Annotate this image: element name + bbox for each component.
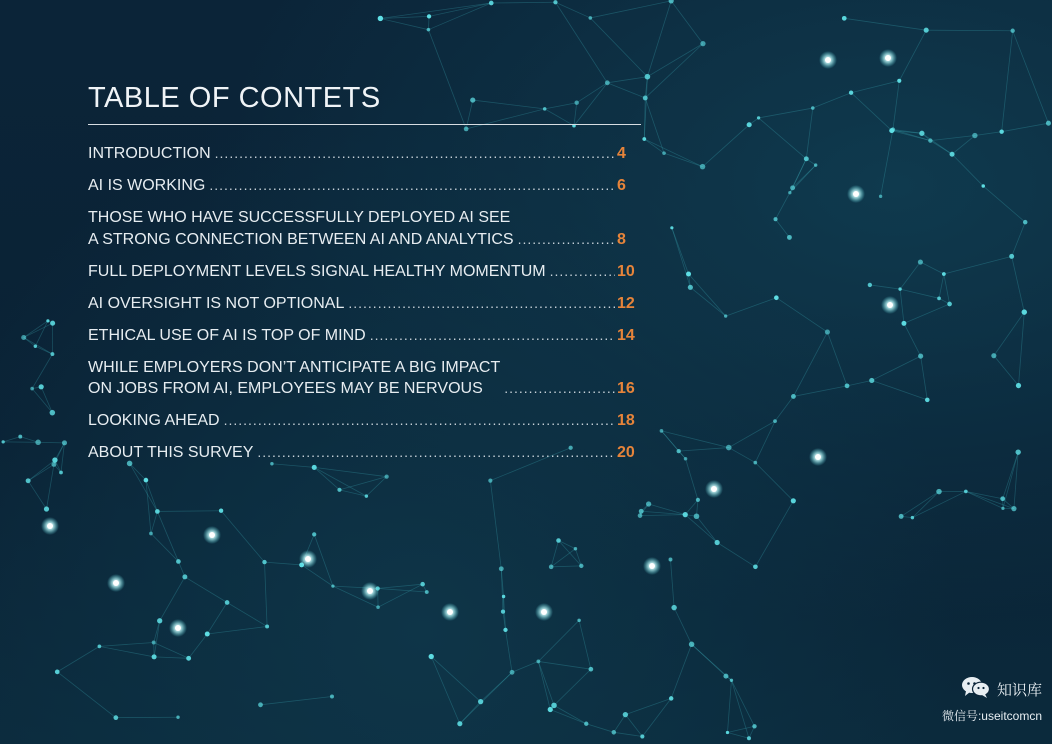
- watermark: [942, 675, 1042, 724]
- toc-entry[interactable]: [88, 261, 641, 283]
- dot-leader: [550, 261, 615, 283]
- toc-entry-line: ON JOBS FROM AI, EMPLOYEES MAY BE NERVOUS: [88, 380, 483, 397]
- dot-leader: [348, 293, 615, 315]
- toc-entry[interactable]: [88, 410, 641, 432]
- dot-leader: [370, 325, 615, 347]
- toc-entry[interactable]: [88, 175, 641, 197]
- toc-page-number: 10: [617, 262, 635, 280]
- toc-entry[interactable]: [88, 143, 641, 165]
- toc-entry-title: [88, 357, 500, 400]
- toc-entry-title: [88, 410, 220, 432]
- toc-entry-title: [88, 175, 205, 197]
- dot-leader: [209, 175, 615, 197]
- toc-entry-title: [88, 207, 514, 250]
- toc-entry-line: AI OVERSIGHT IS NOT OPTIONAL: [88, 294, 345, 312]
- toc-entry[interactable]: [88, 293, 641, 315]
- toc-entry[interactable]: [88, 442, 641, 464]
- toc-entry[interactable]: [88, 325, 641, 347]
- table-of-contents: [88, 78, 641, 474]
- toc-entry-title: [88, 261, 546, 283]
- toc-entry-line: AI IS WORKING: [88, 177, 206, 194]
- toc-page-number: 14: [617, 326, 635, 344]
- dot-leader: [504, 378, 615, 400]
- toc-page-number: 16: [617, 380, 635, 397]
- toc-entry-line: ABOUT THIS SURVEY: [88, 444, 254, 461]
- dot-leader: [224, 410, 615, 432]
- toc-entry-line: ETHICAL USE OF AI IS TOP OF MIND: [88, 326, 366, 344]
- toc-entry-line: INTRODUCTION: [88, 145, 211, 162]
- dot-leader: [215, 143, 615, 165]
- toc-entry-title: [88, 143, 211, 165]
- title-divider: [88, 124, 641, 125]
- toc-page-number: 12: [617, 294, 635, 312]
- toc-entry-title: [88, 293, 344, 315]
- toc-page-number: 4: [617, 145, 626, 162]
- dot-leader: [518, 229, 615, 251]
- dot-leader: [257, 442, 615, 464]
- toc-entry-line: LOOKING AHEAD: [88, 412, 220, 429]
- toc-entry[interactable]: [88, 357, 641, 400]
- toc-entry-line: A STRONG CONNECTION BETWEEN AI AND ANALYTICS: [88, 230, 514, 248]
- toc-page-number: 8: [617, 230, 626, 248]
- toc-entry-line: FULL DEPLOYMENT LEVELS SIGNAL HEALTHY MOMENTUM: [88, 262, 546, 280]
- watermark-name: 知识库: [996, 682, 1042, 699]
- toc-entry[interactable]: [88, 207, 641, 250]
- toc-title: TABLE OF CONTETS: [88, 82, 381, 114]
- toc-page-number: 6: [617, 177, 626, 194]
- toc-list: [88, 143, 641, 464]
- watermark-account: 微信号:useitcomcn: [941, 709, 1042, 723]
- toc-entry-title: [88, 442, 253, 464]
- toc-entry-line: THOSE WHO HAVE SUCCESSFULLY DEPLOYED AI SEE: [88, 209, 511, 226]
- toc-entry-line: WHILE EMPLOYERS DON’T ANTICIPATE A BIG IMPACT: [88, 358, 501, 376]
- toc-page-number: 20: [617, 444, 635, 461]
- toc-entry-title: [88, 325, 366, 347]
- wechat-icon: [961, 675, 991, 704]
- toc-page-number: 18: [617, 412, 635, 429]
